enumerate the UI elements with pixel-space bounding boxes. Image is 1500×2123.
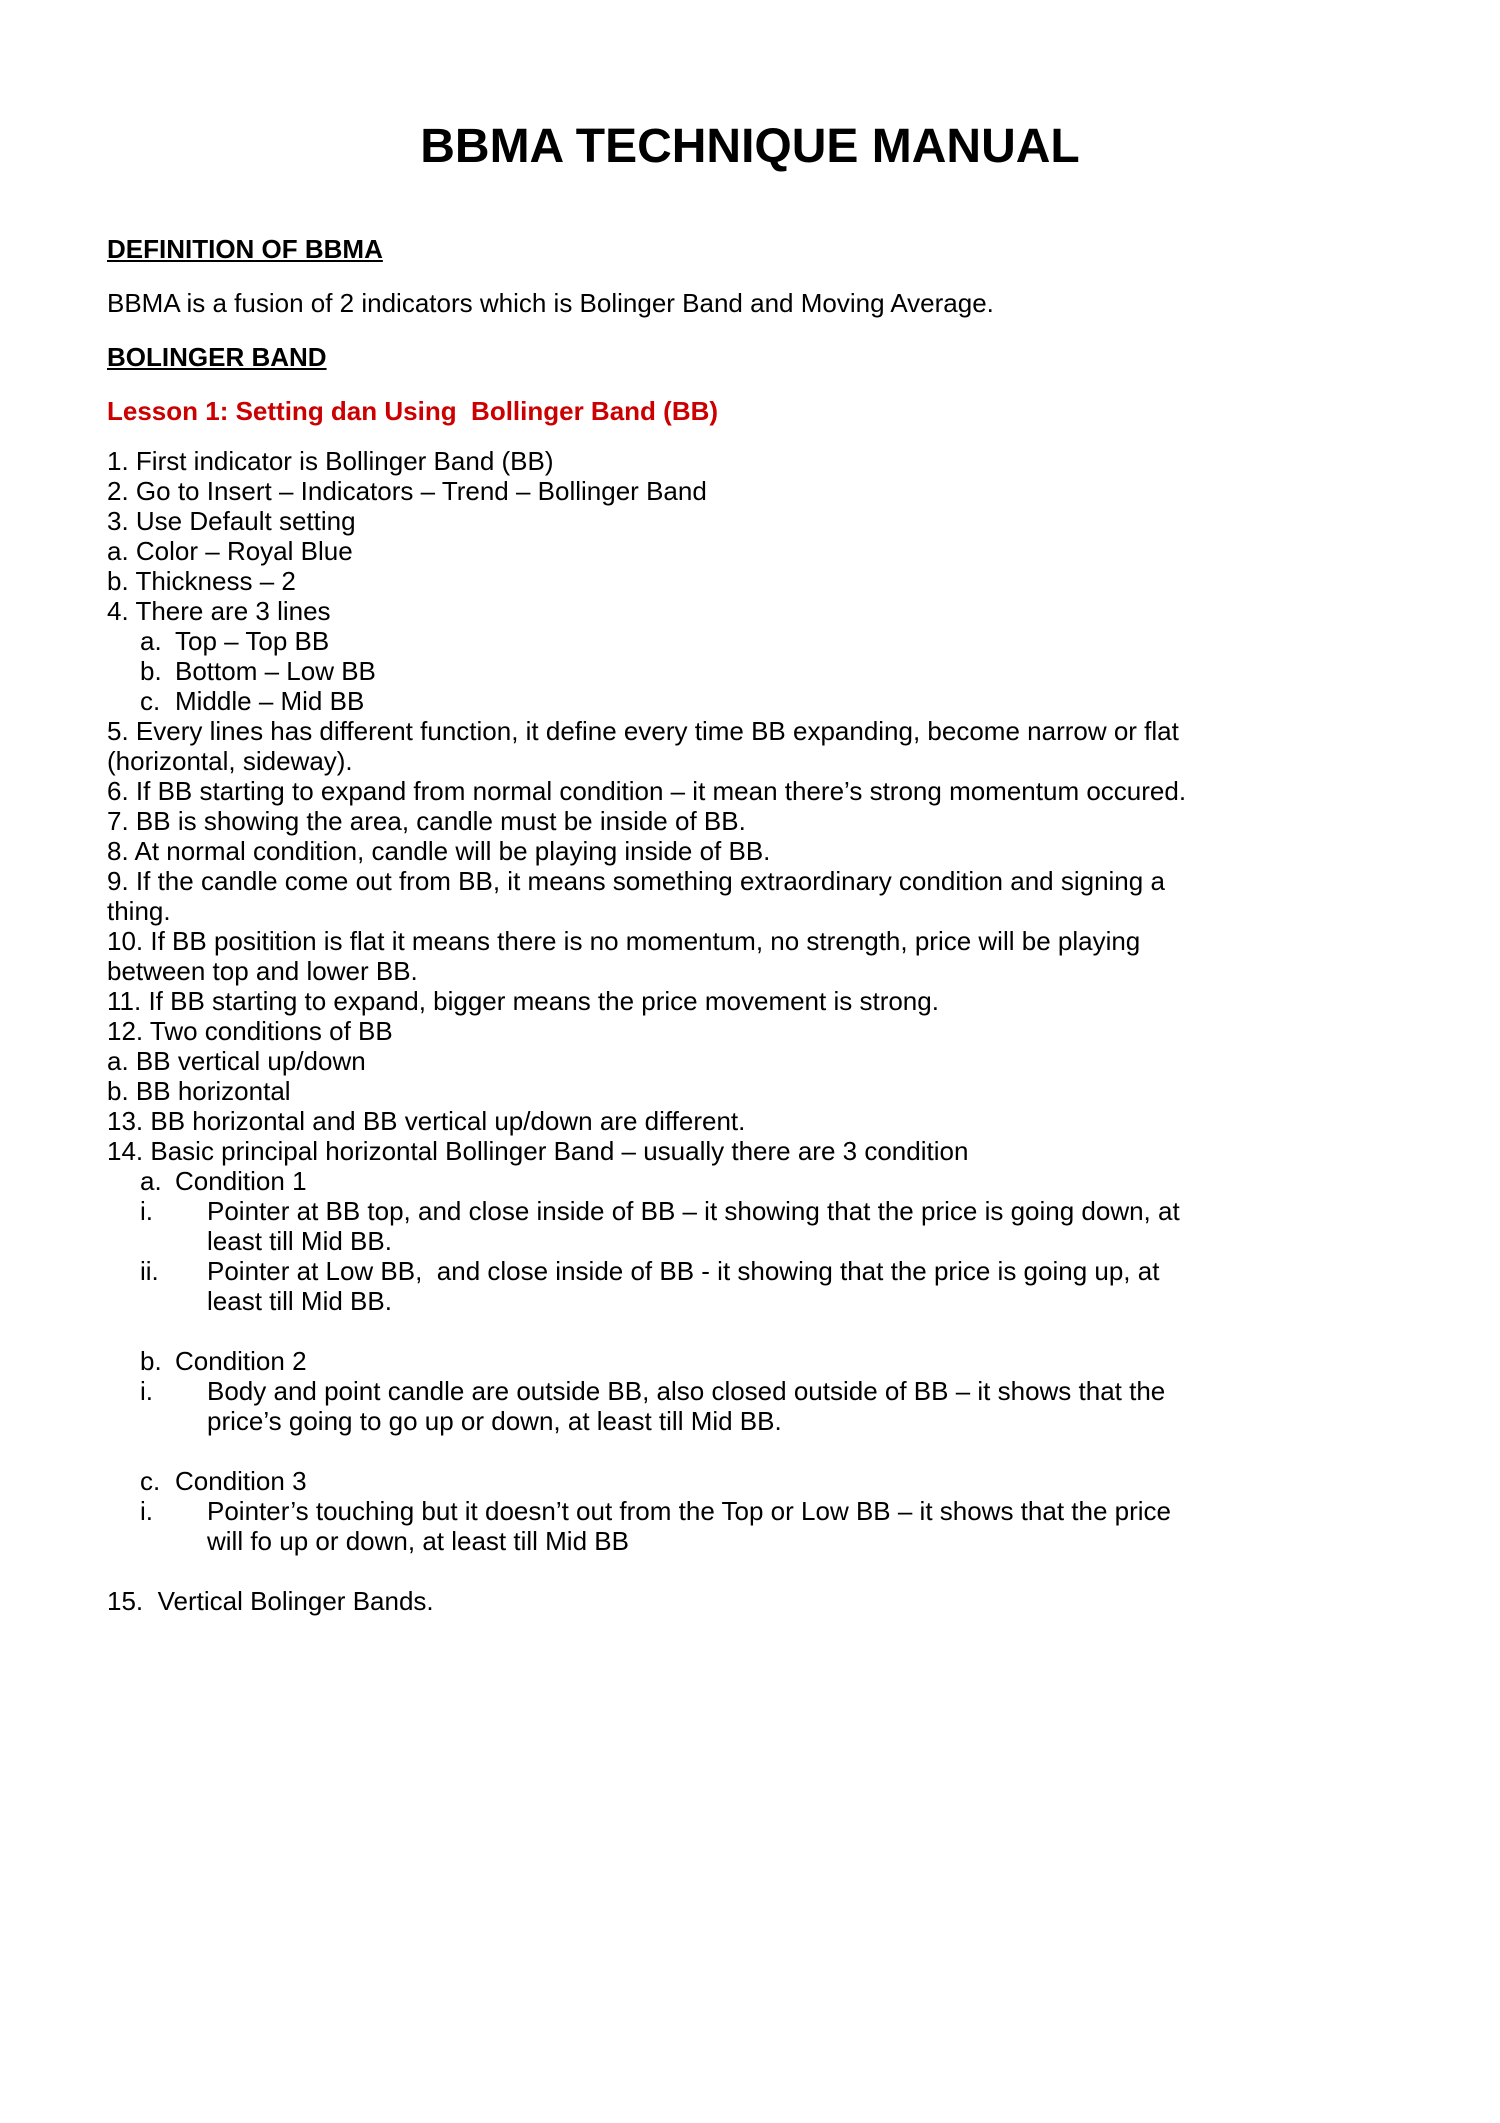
list-item: 10. If BB positition is flat it means there is no momentum, no strength, price will be playing between top and lower BB.: [107, 926, 1148, 986]
list-item: 9. If the candle come out from BB, it means something extraordinary condition and signing a thing.: [107, 866, 1173, 926]
section-heading-bolinger-band: BOLINGER BAND: [107, 342, 327, 372]
list-item-text: Pointer at BB top, and close inside of BB – it showing that the price is going down, at least till Mid BB.: [207, 1196, 1187, 1256]
list-marker: b.: [140, 656, 162, 686]
list-item: 1. First indicator is Bollinger Band (BB): [107, 446, 554, 476]
list-item: a. Color – Royal Blue: [107, 536, 353, 566]
list-item-text: Middle – Mid BB: [175, 686, 365, 716]
list-item: [140, 686, 1207, 716]
list-marker: i.: [140, 1496, 153, 1526]
list-item: 15. Vertical Bolinger Bands.: [107, 1586, 434, 1616]
list-marker: a.: [140, 626, 162, 656]
list-item-text: Top – Top BB: [175, 626, 330, 656]
lesson-list: [107, 446, 1207, 1616]
list-item: 7. BB is showing the area, candle must be inside of BB.: [107, 806, 746, 836]
list-item: [140, 656, 1207, 686]
list-item: 5. Every lines has different function, it define every time BB expanding, become narrow or flat (horizontal, sideway).: [107, 716, 1187, 776]
list-marker: i.: [140, 1196, 153, 1226]
list-marker: c.: [140, 686, 161, 716]
list-item-text: Pointer’s touching but it doesn’t out from the Top or Low BB – it shows that the price will fo up or down, at least till Mid BB: [207, 1496, 1179, 1556]
list-item: a. BB vertical up/down: [107, 1046, 366, 1076]
lesson-heading: Lesson 1: Setting dan Using Bollinger Band (BB): [107, 396, 719, 426]
list-item-text: Bottom – Low BB: [175, 656, 376, 686]
list-item-text: Condition 2: [175, 1346, 307, 1376]
list-item: [140, 1256, 1207, 1316]
list-item-text: Pointer at Low BB, and close inside of BB - it showing that the price is going up, at least till Mid BB.: [207, 1256, 1167, 1316]
list-item: 12. Two conditions of BB: [107, 1016, 393, 1046]
section-heading-definition: DEFINITION OF BBMA: [107, 234, 383, 264]
list-item: 6. If BB starting to expand from normal condition – it mean there’s strong momentum occured.: [107, 776, 1187, 806]
list-item-text: Body and point candle are outside BB, also closed outside of BB – it shows that the price’s going to go up or down, at least till Mid BB.: [207, 1376, 1173, 1436]
list-marker: ii.: [140, 1256, 159, 1286]
list-item: 2. Go to Insert – Indicators – Trend – Bollinger Band: [107, 476, 707, 506]
list-item: [140, 1496, 1207, 1556]
list-item-condition-1: [140, 1166, 1207, 1196]
list-item: 8. At normal condition, candle will be playing inside of BB.: [107, 836, 771, 866]
list-item: 4. There are 3 lines: [107, 596, 331, 626]
list-item-condition-2: [140, 1346, 1207, 1376]
definition-paragraph: BBMA is a fusion of 2 indicators which is Bolinger Band and Moving Average.: [107, 288, 994, 318]
list-marker: b.: [140, 1346, 162, 1376]
list-item: [140, 626, 1207, 656]
list-item-condition-3: [140, 1466, 1207, 1496]
document-title: BBMA TECHNIQUE MANUAL: [420, 120, 1080, 173]
list-marker: a.: [140, 1166, 162, 1196]
list-item: b. Thickness – 2: [107, 566, 296, 596]
list-item: 11. If BB starting to expand, bigger means the price movement is strong.: [107, 986, 939, 1016]
list-marker: c.: [140, 1466, 161, 1496]
list-item: 13. BB horizontal and BB vertical up/down are different.: [107, 1106, 746, 1136]
list-item: 3. Use Default setting: [107, 506, 356, 536]
list-item-text: Condition 1: [175, 1166, 307, 1196]
list-item: [140, 1376, 1207, 1436]
list-item-text: Condition 3: [175, 1466, 307, 1496]
list-item: [140, 1196, 1207, 1256]
list-marker: i.: [140, 1376, 153, 1406]
list-item: 14. Basic principal horizontal Bollinger Band – usually there are 3 condition: [107, 1136, 969, 1166]
list-item: b. BB horizontal: [107, 1076, 291, 1106]
